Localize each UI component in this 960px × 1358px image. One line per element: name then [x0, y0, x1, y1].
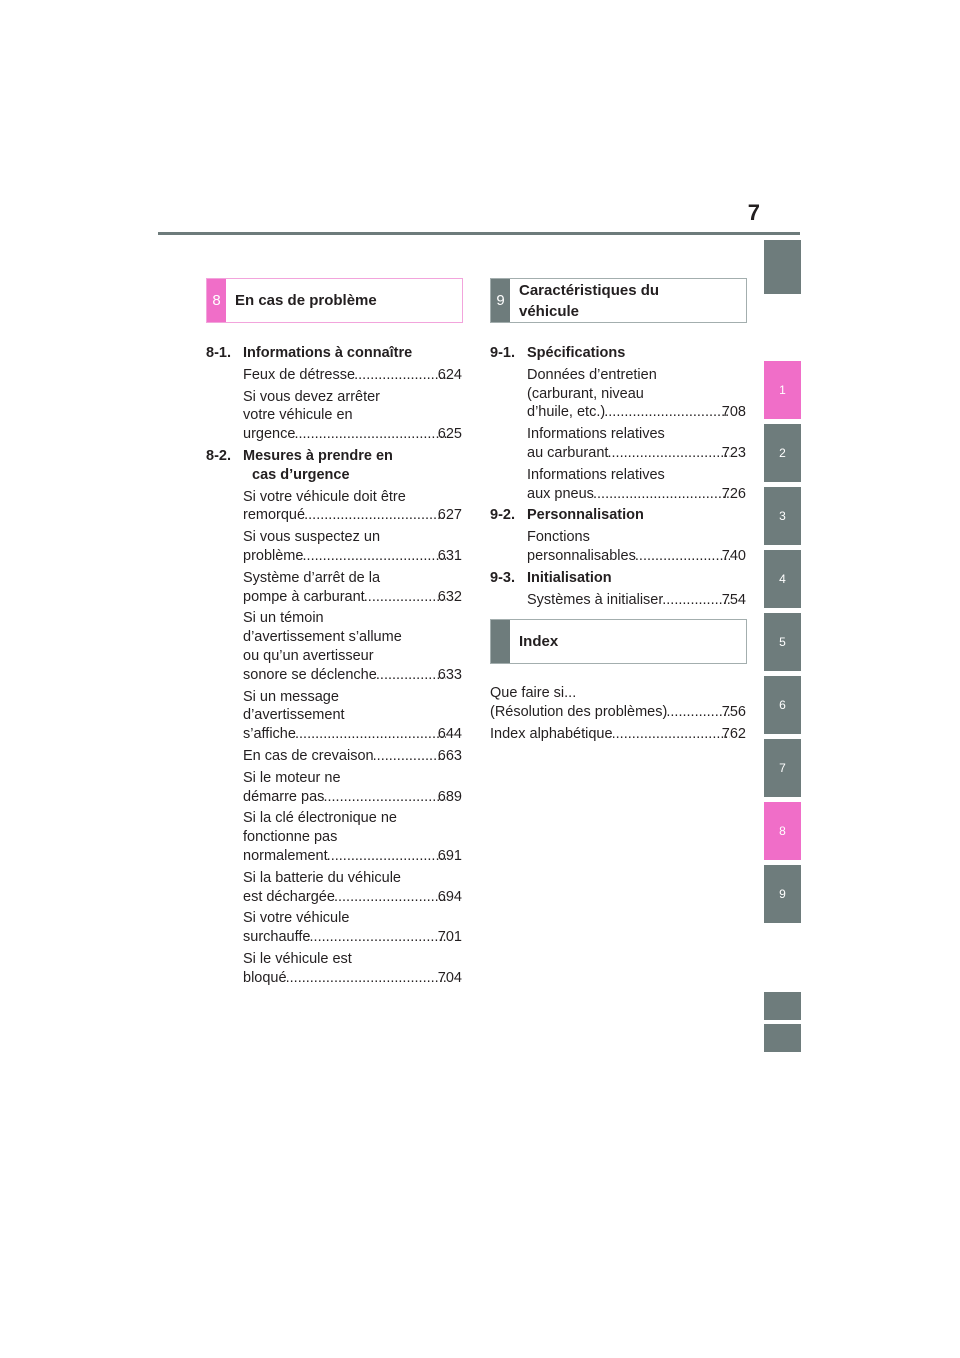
toc-entry-text: Fonctions [527, 529, 590, 546]
toc-entry-text: Si votre véhicule [243, 910, 350, 927]
toc-entry-text: (Résolution des problèmes) [490, 703, 668, 720]
toc-entry[interactable] [243, 769, 462, 807]
toc-entry-text: Si vous suspectez un [243, 529, 381, 546]
chapter-title [243, 447, 393, 485]
toc-entry-page: 762 [721, 725, 746, 742]
toc-entry-text: d’avertissement s’allume [243, 629, 402, 646]
toc-leader-dots [377, 666, 446, 685]
toc-entry-page: 663 [437, 747, 462, 764]
toc-leader-dots [608, 444, 729, 463]
chapter-number: 8-1. [206, 345, 231, 361]
toc-entry-last-line [490, 703, 746, 722]
chapter-tab-5[interactable]: 5 [764, 613, 801, 671]
toc-leader-dots [287, 969, 446, 988]
toc-entry-text: est déchargée [243, 888, 335, 905]
toc-entry-text: fonctionne pas [243, 829, 338, 846]
toc-leader-dots [667, 703, 729, 722]
toc-entry-text: d’huile, etc.) [527, 404, 606, 421]
toc-entry-page: 726 [721, 485, 746, 502]
toc-leader-dots [594, 485, 730, 504]
toc-entry-text: d’avertissement [243, 707, 345, 724]
toc-leader-dots [335, 888, 446, 907]
toc-leader-dots [605, 403, 730, 422]
chapter-tab-blank[interactable] [764, 240, 801, 294]
toc-entry-page: 644 [437, 726, 462, 743]
toc-entry-text: personnalisables [527, 547, 636, 564]
toc-entry-text: remorqué [243, 507, 306, 524]
toc-leader-dots [365, 588, 446, 607]
toc-entry-text: votre véhicule en [243, 407, 353, 424]
toc-entry-page: 631 [437, 547, 462, 564]
toc-section-8 [206, 341, 462, 988]
toc-entry-text: Si le moteur ne [243, 769, 341, 786]
toc-entry[interactable] [243, 869, 462, 907]
index-entries [490, 681, 746, 743]
toc-entry-text: urgence [243, 426, 296, 443]
section-number-8: 8 [207, 279, 226, 322]
toc-entry-text: Si vous devez arrêter [243, 388, 381, 405]
toc-entry-page: 624 [437, 366, 462, 383]
toc-leader-dots [374, 747, 446, 766]
section-header-index [490, 619, 747, 664]
toc-entry-text: Informations relatives [527, 466, 665, 483]
toc-entry[interactable] [243, 528, 462, 566]
section-title-9-line: véhicule [519, 302, 580, 320]
toc-entry-last-line [527, 444, 746, 463]
toc-entry[interactable] [490, 725, 746, 744]
toc-entry-last-line [243, 425, 462, 444]
toc-entry-text: ou qu’un avertisseur [243, 647, 374, 664]
toc-entry-last-line [527, 403, 746, 422]
toc-leader-dots [636, 547, 730, 566]
page-number: 7 [747, 200, 760, 225]
toc-entry-last-line [243, 366, 462, 385]
chapter-title-line: cas d’urgence [252, 466, 350, 483]
toc-entry[interactable] [243, 809, 462, 865]
toc-leader-dots [310, 928, 445, 947]
toc-entry-page: 625 [437, 426, 462, 443]
section-title-9 [510, 279, 659, 322]
toc-entry-page: 704 [437, 969, 462, 986]
chapter-number: 9-3. [490, 569, 515, 586]
toc-entry-text: surchauffe [243, 929, 311, 946]
toc-entry[interactable] [527, 591, 746, 610]
chapter-tab-7[interactable]: 7 [764, 739, 801, 797]
toc-entry[interactable] [243, 366, 462, 385]
toc-entry[interactable] [243, 488, 462, 526]
chapter-heading [490, 569, 737, 588]
toc-entry-last-line [527, 547, 746, 566]
toc-leader-dots [613, 725, 730, 744]
toc-entry-last-line [243, 969, 462, 988]
toc-entry[interactable] [527, 528, 746, 566]
chapter-tab-8[interactable]: 8 [764, 802, 801, 860]
toc-entry-last-line [490, 725, 746, 744]
chapter-title-line: Initialisation [527, 569, 612, 586]
toc-entry[interactable] [490, 684, 746, 722]
chapter-tab-6[interactable]: 6 [764, 676, 801, 734]
chapter-tab-4[interactable]: 4 [764, 550, 801, 608]
toc-entry-text: pompe à carburant [243, 588, 365, 605]
toc-entry[interactable] [243, 388, 462, 444]
toc-leader-dots [324, 788, 445, 807]
chapter-heading [206, 344, 453, 363]
toc-entry-page: 627 [437, 507, 462, 524]
toc-entry[interactable] [243, 688, 462, 744]
toc-entry[interactable] [527, 366, 746, 422]
chapter-title [527, 569, 612, 588]
toc-entry-page: 632 [437, 588, 462, 605]
toc-entry[interactable] [527, 425, 746, 463]
toc-entry-page: 691 [437, 847, 462, 864]
chapter-number: 8-2. [206, 447, 231, 464]
toc-entry-last-line [243, 725, 462, 744]
toc-entry-last-line [243, 547, 462, 566]
toc-entry-text: Index alphabétique [490, 725, 613, 742]
chapter-title-line: Personnalisation [527, 507, 644, 524]
section-header-9 [490, 278, 747, 323]
toc-entry-last-line [243, 928, 462, 947]
toc-leader-dots [328, 847, 446, 866]
toc-entry[interactable] [243, 909, 462, 947]
top-rule [158, 232, 800, 235]
chapter-title [527, 506, 644, 525]
toc-entry-text: Si un message [243, 688, 339, 705]
toc-entry-text: s’affiche [243, 726, 296, 743]
toc-entry-text: Feux de détresse [243, 366, 356, 383]
section-header-8 [206, 278, 463, 323]
toc-entry-page: 740 [721, 547, 746, 564]
toc-entry-page: 708 [721, 404, 746, 421]
chapter-tab-1[interactable]: 1 [764, 361, 801, 419]
chapter-tab-blank[interactable] [764, 992, 801, 1020]
chapter-title [527, 344, 625, 363]
toc-entry-last-line [243, 888, 462, 907]
toc-entry-text: Que faire si... [490, 685, 577, 701]
toc-entry-last-line [243, 666, 462, 685]
toc-entry-last-line [243, 506, 462, 525]
chapter-heading [490, 344, 737, 363]
toc-entry-page: 701 [437, 929, 462, 946]
toc-entry[interactable] [243, 950, 462, 988]
toc-entry-text: Si un témoin [243, 610, 324, 627]
toc-entry-text: démarre pas [243, 788, 325, 805]
toc-entry-last-line [243, 747, 462, 766]
toc-entry-page: 689 [437, 788, 462, 805]
chapter-title [243, 344, 412, 363]
toc-leader-dots [663, 591, 730, 610]
toc-entry-text: Si le véhicule est [243, 950, 352, 967]
toc-entry-page: 754 [721, 591, 746, 608]
chapter-title-line: Mesures à prendre en [243, 447, 393, 464]
toc-entry-text: Informations relatives [527, 426, 665, 443]
toc-leader-dots [295, 425, 445, 444]
toc-entry-text: problème [243, 547, 304, 564]
toc-entry-last-line [243, 588, 462, 607]
section-number-index [491, 620, 510, 663]
toc-leader-dots [305, 506, 446, 525]
toc-entry-text: (carburant, niveau [527, 385, 644, 402]
section-number-9: 9 [491, 279, 510, 322]
toc-entry-text: normalement [243, 847, 328, 864]
chapter-tab-2[interactable]: 2 [764, 424, 801, 482]
toc-leader-dots [303, 547, 445, 566]
toc-entry[interactable] [243, 609, 462, 684]
toc-leader-dots [355, 366, 446, 385]
toc-entry[interactable] [243, 569, 462, 607]
toc-entry-text: aux pneus [527, 485, 594, 502]
chapter-tab-blank[interactable] [764, 1024, 801, 1052]
toc-section-9 [490, 341, 746, 609]
section-title-9-line: Caractéristiques du [519, 281, 660, 299]
toc-entry-last-line [527, 485, 746, 504]
toc-entry-text: Systèmes à initialiser [527, 591, 664, 608]
toc-entry-last-line [527, 591, 746, 610]
toc-entry[interactable] [243, 747, 462, 766]
toc-entry-text: Système d’arrêt de la [243, 569, 381, 586]
chapter-title-line: Informations à connaître [243, 345, 413, 361]
toc-entry-text: au carburant [527, 444, 609, 461]
toc-entry-page: 723 [721, 444, 746, 461]
toc-entry-text: Données d’entretien [527, 366, 657, 383]
toc-entry[interactable] [527, 466, 746, 504]
chapter-heading [206, 447, 453, 485]
toc-leader-dots [296, 725, 446, 744]
toc-entry-text: Si la clé électronique ne [243, 810, 397, 827]
toc-entry-text: Si votre véhicule doit être [243, 488, 406, 505]
toc-entry-last-line [243, 847, 462, 866]
toc-entry-page: 694 [437, 888, 462, 905]
chapter-tab-3[interactable]: 3 [764, 487, 801, 545]
toc-entry-text: Si la batterie du véhicule [243, 869, 401, 886]
chapter-number: 9-1. [490, 345, 515, 361]
toc-entry-text: En cas de crevaison [243, 747, 374, 764]
chapter-number: 9-2. [490, 507, 515, 524]
toc-entry-page: 756 [721, 703, 746, 720]
chapter-tab-9[interactable]: 9 [764, 865, 801, 923]
toc-entry-text: bloqué [243, 969, 287, 986]
chapter-heading [490, 506, 737, 525]
toc-entry-last-line [243, 788, 462, 807]
toc-entry-text: sonore se déclenche [243, 666, 377, 683]
chapter-title-line: Spécifications [527, 345, 626, 361]
section-title-index: Index [519, 633, 559, 650]
toc-entry-page: 633 [437, 666, 462, 683]
section-title-8: En cas de problème [235, 292, 377, 309]
